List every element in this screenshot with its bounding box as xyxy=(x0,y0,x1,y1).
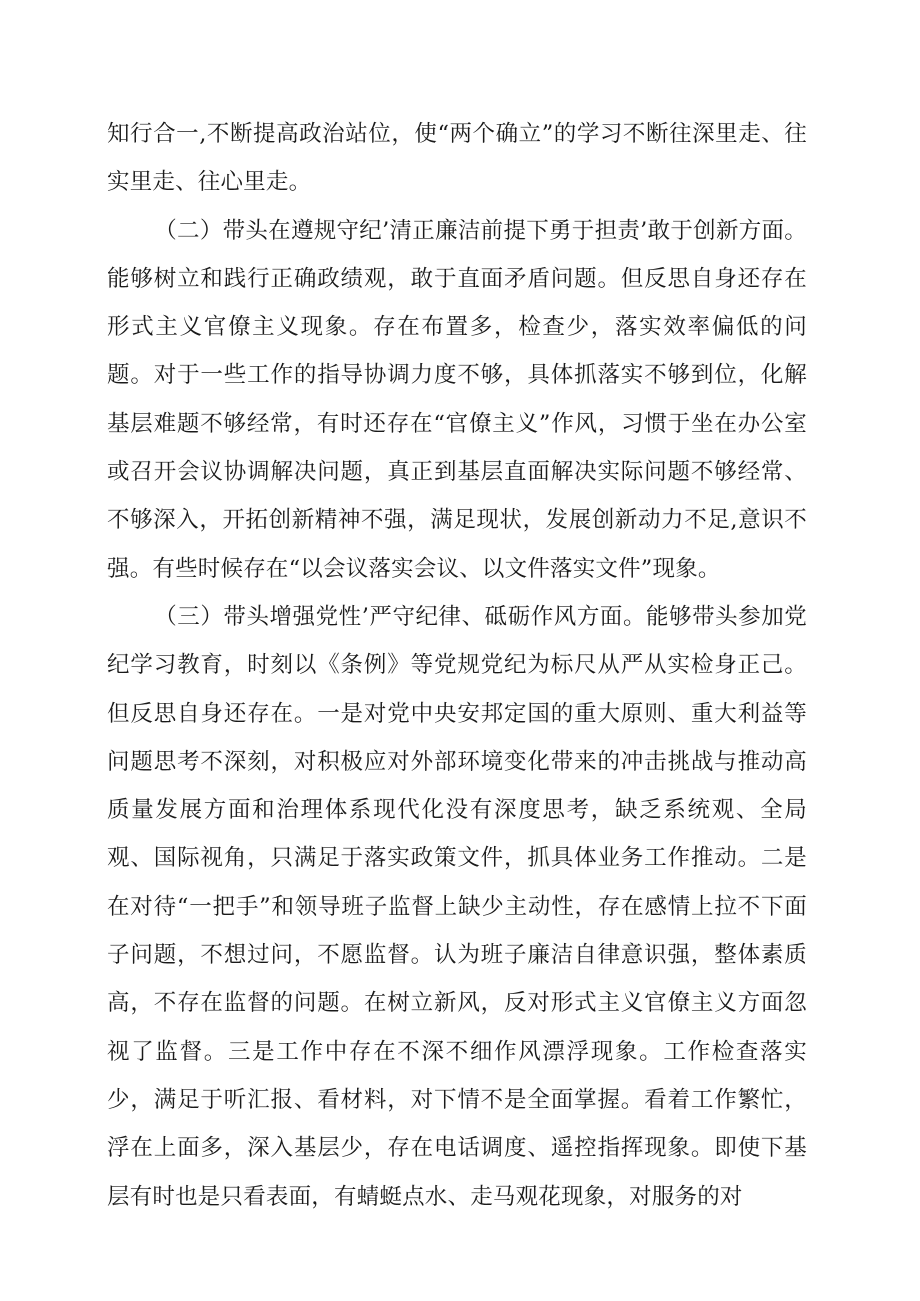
paragraph-continuation: 知行合一,不断提高政治站位，使“两个确立”的学习不断往深里走、往实里走、往心里走。 xyxy=(107,121,807,196)
paragraph-section-three: （三）带头增强党性’严守纪律、砥砺作风方面。能够带头参加党纪学习教育，时刻以《条例》等党规党纪为标尺从严从实检身正己。但反思自身还存在。一是对党中央安邦定国的重大原则、重大利益等问题思考不深刻，对积极应对外部环境变化带来的冲击挑战与推动高质量发展方面和治理体系现代化没有深度思考，缺乏系统观、全局观、国际视角，只满足于落实政策文件，抓具体业务工作推动。二是在对待“一把手”和领导班子监督上缺少主动性，存在感情上拉不下面子问题，不想过问，不愿监督。认为班子廉洁自律意识强，整体素质高，不存在监督的问题。在树立新风，反对形式主义官僚主义方面忽视了监督。三是工作中存在不深不细作风漂浮现象。工作检查落实少，满足于听汇报、看材料，对下情不是全面掌握。看着工作繁忙，浮在上面多，深入基层少，存在电话调度、遥控指挥现象。即使下基层有时也是只看表面，有蜻蜓点水、走马观花现象，对服务的对 xyxy=(107,603,807,1210)
paragraph-section-two: （二）带头在遵规守纪’清正廉洁前提下勇于担责’敢于创新方面。能够树立和践行正确政绩观，敢于直面矛盾问题。但反思自身还存在形式主义官僚主义现象。存在布置多，检查少，落实效率偏低的问题。对于一些工作的指导协调力度不够，具体抓落实不够到位，化解基层难题不够经常，有时还存在“官僚主义”作风，习惯于坐在办公室或召开会议协调解决问题，真正到基层直面解决实际问题不够经常、不够深入，开拓创新精神不强，满足现状，发展创新动力不足,意识不强。有些时候存在“以会议落实会议、以文件落实文件”现象。 xyxy=(107,217,807,582)
document-body xyxy=(107,110,807,1221)
